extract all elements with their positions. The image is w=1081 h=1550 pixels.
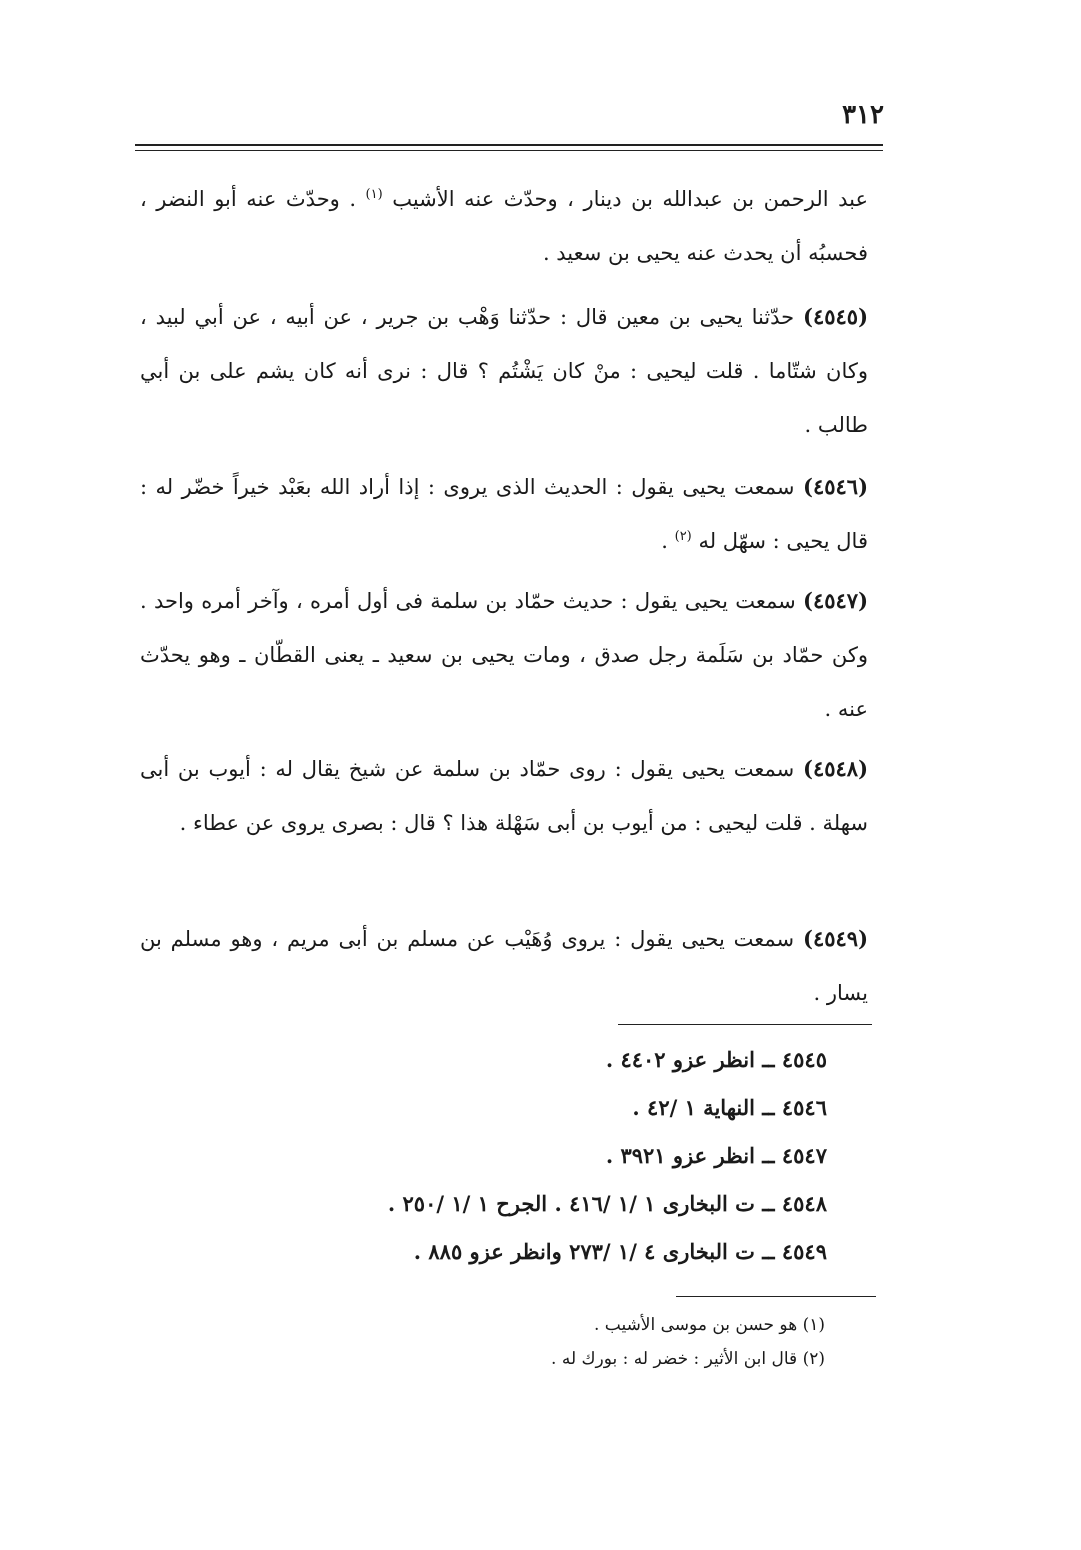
reference-item: ٤٥٤٨ ــ ت البخارى ١ /١ /٤١٦ . الجرح ١ /١ /٢٥٠ . (387, 1191, 827, 1216)
references-list (207, 1036, 827, 1276)
footnote-marker-2: (٢) (674, 529, 692, 544)
header-rule (135, 144, 883, 146)
paragraph-text: سمعت يحيى يقول : روى حمّاد بن سلمة عن شيخ يقال له : أيوب بن أبى سهلة . قلت ليحيى : من أيوب بن أبى سَهْلة هذا ؟ قال : بصرى يروى عن عطاء . (140, 757, 868, 835)
paragraph-4546 (140, 460, 868, 568)
paragraph-number: (٤٥٤٥) (803, 304, 868, 329)
reference-item: ٤٥٤٩ ــ ت البخارى ٤ /١ /٢٧٣ وانظر عزو ٨٨٥ . (413, 1239, 827, 1264)
footnote-item: (٢) قال ابن الأثير : خضر له : بورك له . (551, 1349, 825, 1369)
paragraph-text: سمعت يحيى يقول : حديث حمّاد بن سلمة فى أول أمره ، وآخر أمره واحد . وكن حمّاد بن سَلَمة رجل صدق ، ومات يحيى بن سعيد ـ يعنى القطّان ـ وهو يحدّث عنه . (140, 589, 868, 721)
paragraph-4548 (140, 742, 868, 850)
references-rule (618, 1024, 872, 1025)
paragraph-4549 (140, 912, 868, 1020)
paragraph-number: (٤٥٤٦) (803, 474, 868, 499)
intro-line-1: عبد الرحمن بن عبدالله بن دينار ، وحدّث عنه الأشيب (392, 187, 868, 211)
paragraph-4547 (140, 574, 868, 736)
paragraph-number: (٤٥٤٨) (803, 756, 868, 781)
paragraph-4545 (140, 290, 868, 452)
page-number: ٣١٢ (842, 100, 884, 130)
reference-item: ٤٥٤٧ ــ انظر عزو ٣٩٢١ . (605, 1143, 827, 1168)
footnotes-list (205, 1308, 825, 1376)
paragraph-text-end: . (661, 529, 668, 553)
footnote-marker-1: (١) (365, 187, 383, 202)
paragraph-number: (٤٥٤٩) (803, 926, 868, 951)
intro-paragraph (140, 172, 868, 280)
intro-line-1-end: . وحدّث عنه (246, 187, 357, 211)
intro-line-2: أبو النضر ، فحسبُه أن يحدث عنه يحيى بن سعيد . (140, 187, 868, 265)
reference-item: ٤٥٤٦ ــ النهاية ١ /٤٢ . (632, 1095, 827, 1120)
reference-item: ٤٥٤٥ ــ انظر عزو ٤٤٠٢ . (605, 1047, 827, 1072)
paragraph-text: سمعت يحيى يقول : يروى وُهَيْب عن مسلم بن أبى مريم ، وهو مسلم بن يسار . (140, 927, 868, 1005)
footnote-item: (١) هو حسن بن موسى الأشيب . (593, 1315, 825, 1335)
paragraph-number: (٤٥٤٧) (803, 588, 868, 613)
paragraph-text: سمعت يحيى يقول : الحديث الذى يروى : إذا أراد الله بعَبْد خيراً خضّر له : قال يحيى : سهّل له (140, 475, 868, 553)
header-rule-thin (135, 150, 883, 151)
footnotes-rule (676, 1296, 876, 1297)
paragraph-text: حدّثنا يحيى بن معين قال : حدّثنا وَهْب بن جرير ، عن أبيه ، عن أبي لبيد ، وكان شتّاما . قلت ليحيى : منْ كان يَشْتُم ؟ قال : نرى أنه كان يشم على بن أبي طالب . (140, 305, 868, 437)
